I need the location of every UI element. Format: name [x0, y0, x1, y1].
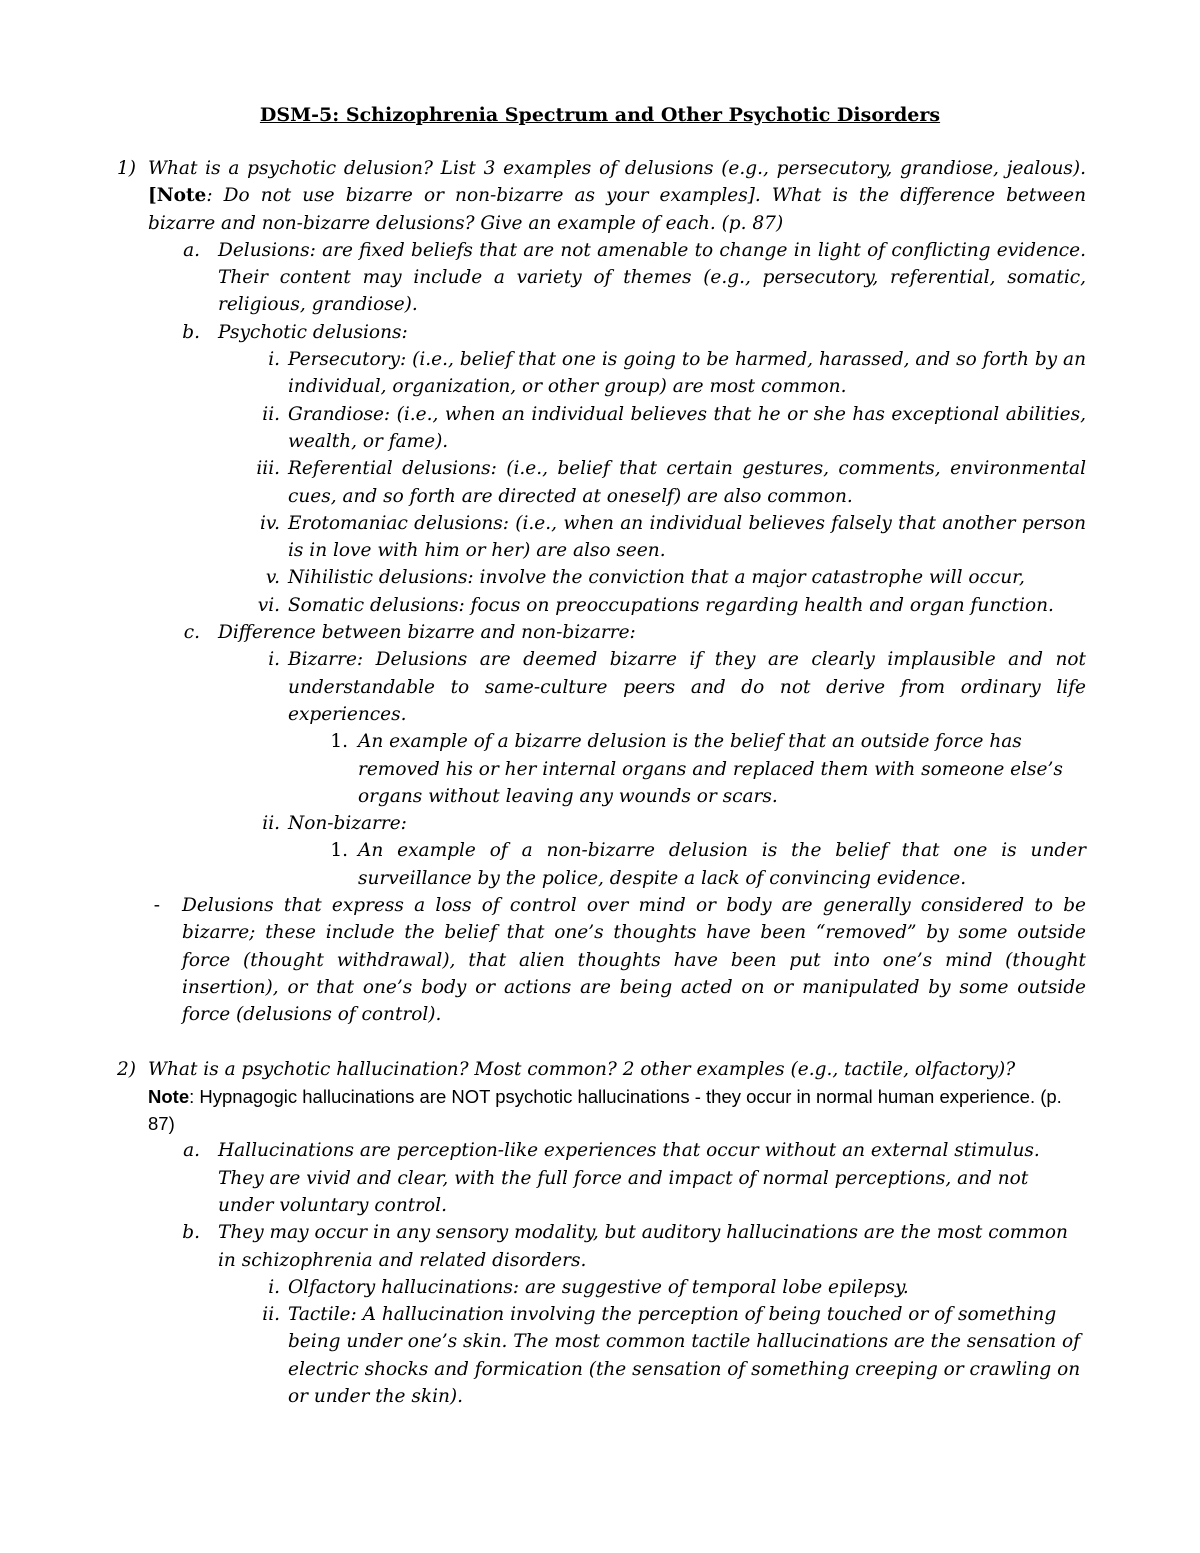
q1-item-b	[182, 319, 1086, 346]
question-2-marker: 2)	[117, 1058, 136, 1080]
q1-b-sub-iii-text: Referential delusions: (i.e., belief that certain gestures, comments, environmental cues, and so forth are directed at oneself) are also common.	[288, 458, 1086, 507]
q1-b-sub-i-marker: i.	[268, 349, 280, 371]
q1-b-sub-iv-marker: iv.	[259, 512, 280, 534]
q1-b-sub-i-text: Persecutory: (i.e., belief that one is going to be harmed, harassed, and so forth by an individual, organization, or other group) are most common.	[288, 349, 1086, 398]
question-1-line: What is a psychotic delusion? List 3 examples of delusions (e.g., persecutory, grandiose, jealous).	[148, 158, 1086, 179]
q1-b-sub-v-text: Nihilistic delusions: involve the conviction that a major catastrophe will occur,	[288, 567, 1025, 589]
q1-dash-text: Delusions that express a loss of control over mind or body are generally considered to be bizarre; these include the belief that one’s thoughts have been “removed” by some outside force (thought withdrawal), that alien thoughts have been put into one’s mind (thought insertion), or that one’s body or actions are being acted on or manipulated by some outside force (delusions of control).	[182, 895, 1086, 1026]
note-label: Note	[156, 185, 207, 207]
q2-item-a-text: Hallucinations are perception-like experiences that occur without an external stimulus. They are vivid and clear, with the full force and impact of normal perceptions, and not under voluntary control.	[218, 1140, 1040, 1216]
question-1-note	[148, 182, 1086, 237]
q1-item-c	[183, 619, 1086, 646]
q2-item-a	[183, 1137, 1086, 1219]
q1-dash-marker: -	[153, 895, 160, 917]
q1-item-a	[183, 237, 1086, 319]
q1-item-a-text: Delusions: are fixed beliefs that are not amenable to change in light of conflicting evidence. Their content may include a variety of themes (e.g., persecutory, referential, somatic, religious, grandiose).	[218, 239, 1086, 316]
question-2	[117, 1056, 1086, 1138]
q2-b-sub-ii	[262, 1301, 1086, 1410]
q1-b-sub-ii-marker: ii.	[262, 403, 280, 425]
q2-item-b-marker: b.	[182, 1222, 200, 1244]
q1-c-sub-i-marker: i.	[268, 649, 280, 671]
q1-c-sub-ii	[262, 810, 1086, 837]
q1-b-sub-vi	[257, 592, 1086, 619]
q1-b-sub-v-marker: v.	[265, 567, 280, 589]
q1-c-sub-i-example-marker: 1.	[330, 731, 348, 753]
question-2-line: What is a psychotic hallucination? Most common? 2 other examples (e.g., tactile, olfactory)?	[148, 1058, 1016, 1080]
q1-b-sub-vi-text: Somatic delusions: focus on preoccupations regarding health and organ function.	[288, 594, 1054, 616]
q1-b-sub-iv	[259, 510, 1086, 565]
q1-c-sub-ii-example-marker: 1.	[330, 840, 348, 862]
q2-b-sub-ii-text: Tactile: A hallucination involving the perception of being touched or of something being under one’s skin. The most common tactile hallucinations are the sensation of electric shocks and formication (the sensation of something creeping or crawling on or under the skin).	[288, 1304, 1081, 1408]
q2-b-sub-i	[268, 1274, 1086, 1301]
q1-item-b-text: Psychotic delusions:	[218, 321, 408, 343]
q1-dash-note	[153, 892, 1086, 1028]
q1-b-sub-ii	[262, 401, 1086, 456]
q1-b-sub-iii	[256, 455, 1086, 510]
document-body	[0, 155, 1200, 1410]
q1-item-a-marker: a.	[183, 239, 200, 261]
q2-note-text: : Hypnagogic hallucinations are NOT psychotic hallucinations - they occur in normal human experience. (p. 87)	[148, 1085, 1062, 1135]
q2-note-label: Note	[148, 1085, 190, 1107]
q1-b-sub-v	[265, 564, 1086, 591]
q1-b-sub-i	[268, 346, 1086, 401]
q1-c-sub-i	[268, 646, 1086, 728]
q1-c-sub-i-text: Bizarre: Delusions are deemed bizarre if they are clearly implausible and not understandable to same-culture peers and do not derive from ordinary life experiences.	[288, 649, 1086, 725]
page-title: DSM-5: Schizophrenia Spectrum and Other Psychotic Disorders	[259, 104, 941, 126]
question-1-marker: 1)	[117, 158, 136, 179]
q1-c-sub-ii-example	[330, 837, 1086, 892]
q2-item-a-marker: a.	[183, 1140, 200, 1162]
q1-b-sub-vi-marker: vi.	[257, 594, 280, 616]
q1-item-c-marker: c.	[183, 622, 200, 644]
section-gap	[0, 1029, 1200, 1056]
q1-c-sub-i-example-text: An example of a bizarre delusion is the belief that an outside force has removed his or her internal organs and replaced them with someone else’s organs without leaving any wounds or scars.	[358, 731, 1063, 807]
question-1	[117, 155, 1086, 237]
q2-item-b	[182, 1219, 1086, 1274]
q1-item-c-text: Difference between bizarre and non-bizarre:	[218, 622, 636, 644]
question-2-note	[148, 1083, 1086, 1138]
q1-b-sub-ii-text: Grandiose: (i.e., when an individual believes that he or she has exceptional abilities, wealth, or fame).	[288, 403, 1086, 452]
q1-b-sub-iv-text: Erotomaniac delusions: (i.e., when an individual believes falsely that another person is in love with him or her) are also seen.	[288, 512, 1086, 562]
note-text: : Do not use bizarre or non-bizarre as your examples]. What is the difference between bizarre and non-bizarre delusions? Give an example of each. (p. 87)	[148, 185, 1086, 234]
q1-c-sub-ii-text: Non-bizarre:	[288, 813, 407, 835]
q1-c-sub-i-example	[330, 728, 1086, 810]
note-bracket: [	[148, 185, 157, 207]
q1-c-sub-ii-marker: ii.	[262, 813, 280, 835]
q1-item-b-marker: b.	[182, 321, 200, 343]
q1-c-sub-ii-example-text: An example of a non-bizarre delusion is the belief that one is under surveillance by the police, despite a lack of convincing evidence.	[358, 840, 1086, 889]
q2-b-sub-i-marker: i.	[268, 1276, 280, 1298]
q2-b-sub-i-text: Olfactory hallucinations: are suggestive of temporal lobe epilepsy.	[288, 1276, 909, 1298]
q1-b-sub-iii-marker: iii.	[256, 458, 280, 480]
q2-item-b-text: They may occur in any sensory modality, but auditory hallucinations are the most common in schizophrenia and related disorders.	[218, 1222, 1068, 1271]
q2-b-sub-ii-marker: ii.	[262, 1304, 280, 1326]
